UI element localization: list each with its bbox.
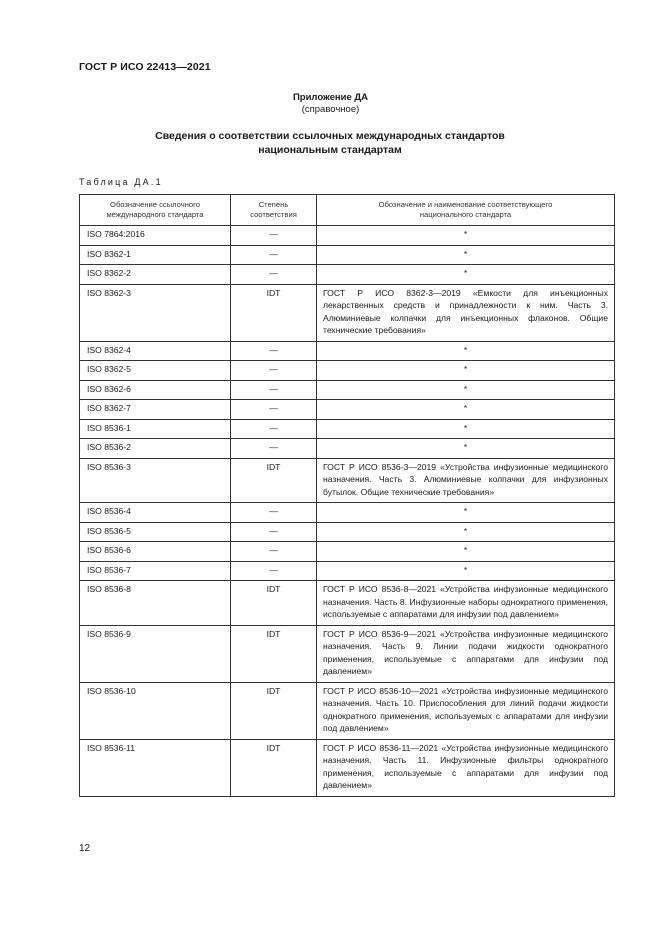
national-standard-cell: * <box>317 503 615 523</box>
correspondence-table <box>79 194 615 797</box>
national-standard-cell: ГОСТ Р ИСО 8536-8—2021 «Устройства инфузионные медицинского назначения. Часть 8. Инфузионные наборы однократного применения, используемые с аппаратами для инфузии под давлением» <box>317 581 615 626</box>
degree-cell: IDT <box>231 625 317 682</box>
reference-standard-cell: ISO 8536-4 <box>80 503 231 523</box>
reference-standard-cell: ISO 8536-9 <box>80 625 231 682</box>
header-reference-standard <box>80 195 231 226</box>
table-body <box>80 226 615 797</box>
table-row <box>80 400 615 420</box>
document-code: ГОСТ Р ИСО 22413—2021 <box>79 61 211 73</box>
table-row <box>80 439 615 459</box>
section-title <box>120 129 540 157</box>
national-standard-cell: * <box>317 542 615 562</box>
table-row <box>80 284 615 341</box>
section-title-line1: Сведения о соответствии ссылочных международных стандартов <box>155 130 505 142</box>
header-line: Обозначение ссылочного <box>110 199 200 209</box>
reference-standard-cell: ISO 8362-5 <box>80 361 231 381</box>
national-standard-cell: * <box>317 380 615 400</box>
national-standard-cell: * <box>317 226 615 246</box>
table-row <box>80 265 615 285</box>
table-row <box>80 739 615 796</box>
reference-standard-cell: ISO 8536-2 <box>80 439 231 459</box>
header-line: соответствия <box>250 210 297 219</box>
degree-cell: IDT <box>231 739 317 796</box>
table-row <box>80 341 615 361</box>
header-line: национального стандарта <box>419 210 512 219</box>
reference-standard-cell: ISO 8536-6 <box>80 542 231 562</box>
reference-standard-cell: ISO 7864:2016 <box>80 226 231 246</box>
national-standard-cell: * <box>317 341 615 361</box>
reference-standard-cell: ISO 8536-10 <box>80 682 231 739</box>
header-line: Обозначение и наименование соответствующего <box>378 199 553 209</box>
table-row <box>80 542 615 562</box>
reference-standard-cell: ISO 8536-5 <box>80 522 231 542</box>
degree-cell: — <box>231 439 317 459</box>
national-standard-cell: * <box>317 400 615 420</box>
degree-cell: — <box>231 561 317 581</box>
table-row <box>80 458 615 503</box>
reference-standard-cell: ISO 8362-2 <box>80 265 231 285</box>
degree-cell: IDT <box>231 458 317 503</box>
reference-standard-cell: ISO 8536-3 <box>80 458 231 503</box>
table-row <box>80 522 615 542</box>
degree-cell: IDT <box>231 284 317 341</box>
national-standard-cell: * <box>317 419 615 439</box>
reference-standard-cell: ISO 8362-4 <box>80 341 231 361</box>
header-line: международного стандарта <box>106 210 204 219</box>
table-caption: Таблица ДА.1 <box>79 177 163 187</box>
degree-cell: — <box>231 400 317 420</box>
header-line: Степень <box>258 199 289 209</box>
national-standard-cell: * <box>317 265 615 285</box>
section-title-line2: национальным стандартам <box>258 144 402 156</box>
reference-standard-cell: ISO 8362-7 <box>80 400 231 420</box>
national-standard-cell: ГОСТ Р ИСО 8536-9—2021 «Устройства инфузионные медицинского назначения. Часть 9. Линии подачи жидкости однократного применения, используемые с аппаратами для инфузии под давлением» <box>317 625 615 682</box>
reference-standard-cell: ISO 8536-1 <box>80 419 231 439</box>
table-row <box>80 503 615 523</box>
degree-cell: IDT <box>231 682 317 739</box>
degree-cell: — <box>231 503 317 523</box>
degree-cell: — <box>231 226 317 246</box>
table-row <box>80 226 615 246</box>
reference-standard-cell: ISO 8362-3 <box>80 284 231 341</box>
table-row <box>80 625 615 682</box>
national-standard-cell: ГОСТ Р ИСО 8536-10—2021 «Устройства инфузионные медицинского назначения. Часть 10. Приспособления для линий подачи жидкости однократного применения, используемых с аппаратами для инфузии под давлением» <box>317 682 615 739</box>
table-row <box>80 682 615 739</box>
degree-cell: — <box>231 341 317 361</box>
national-standard-cell: * <box>317 245 615 265</box>
national-standard-cell: ГОСТ Р ИСО 8536-3—2019 «Устройства инфузионные медицинского назначения. Часть 3. Алюминиевые колпачки для инфузионных бутылок. Общие технические требования» <box>317 458 615 503</box>
reference-standard-cell: ISO 8362-1 <box>80 245 231 265</box>
annex-title: Приложение ДА <box>292 92 369 103</box>
national-standard-cell: * <box>317 361 615 381</box>
degree-cell: — <box>231 522 317 542</box>
table-row <box>80 561 615 581</box>
annex-subtitle: (справочное) <box>301 104 360 115</box>
table-row <box>80 419 615 439</box>
reference-standard-cell: ISO 8536-7 <box>80 561 231 581</box>
page-number: 12 <box>79 843 91 854</box>
national-standard-cell: * <box>317 522 615 542</box>
degree-cell: — <box>231 361 317 381</box>
table-row <box>80 245 615 265</box>
degree-cell: IDT <box>231 581 317 626</box>
header-degree <box>231 195 317 226</box>
table-header-row <box>80 195 615 226</box>
reference-standard-cell: ISO 8362-6 <box>80 380 231 400</box>
national-standard-cell: ГОСТ Р ИСО 8362-3—2019 «Емкости для инъекционных лекарственных средств и принадлежности к ним. Часть 3. Алюминиевые колпачки для инъекционных флаконов. Общие технические требования» <box>317 284 615 341</box>
national-standard-cell: * <box>317 561 615 581</box>
table-row <box>80 581 615 626</box>
degree-cell: — <box>231 542 317 562</box>
degree-cell: — <box>231 419 317 439</box>
degree-cell: — <box>231 245 317 265</box>
header-national-standard <box>317 195 615 226</box>
reference-standard-cell: ISO 8536-8 <box>80 581 231 626</box>
degree-cell: — <box>231 265 317 285</box>
table-row <box>80 361 615 381</box>
reference-standard-cell: ISO 8536-11 <box>80 739 231 796</box>
national-standard-cell: ГОСТ Р ИСО 8536-11—2021 «Устройства инфузионные медицинского назначения. Часть 11. Инфузионные фильтры однократного применения, используемые с аппаратами для инфузии под давлением» <box>317 739 615 796</box>
table-row <box>80 380 615 400</box>
annex-heading <box>0 92 661 116</box>
national-standard-cell: * <box>317 439 615 459</box>
degree-cell: — <box>231 380 317 400</box>
